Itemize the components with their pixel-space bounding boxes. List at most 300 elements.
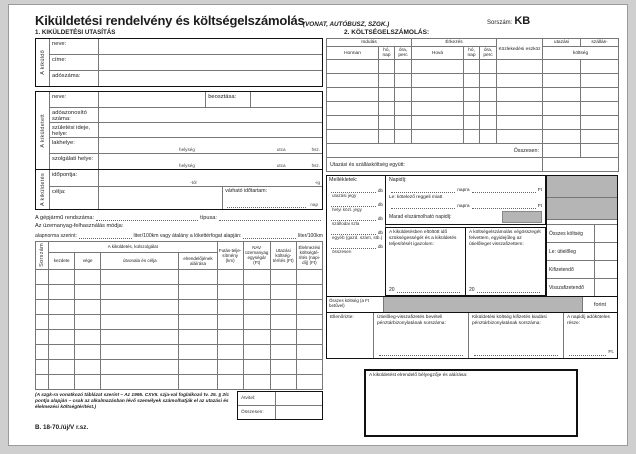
blank-row	[327, 88, 619, 102]
dotted-line	[472, 201, 536, 209]
blank-cell	[36, 344, 49, 359]
fuel-mode-label: Az üzemanyag-felhasználás módja:	[35, 223, 124, 229]
blank-cell	[395, 88, 412, 102]
dotted-line	[331, 199, 376, 207]
blank-cell	[49, 374, 75, 389]
travel-total-row	[327, 144, 619, 158]
blank-cell	[270, 329, 296, 344]
mission-purpose-label: célja:	[50, 187, 99, 209]
blank-cell	[75, 344, 101, 359]
blank-cell	[543, 102, 581, 116]
employee-rows	[50, 92, 322, 169]
per-diem-ft-label: Ft	[537, 204, 543, 210]
dotted-line	[331, 227, 376, 235]
travel-total-travel-cell	[543, 144, 581, 158]
employee-home-row	[50, 138, 322, 154]
mission-date-label: időpontja:	[50, 170, 99, 186]
dotted-line	[472, 185, 536, 193]
dotted-line	[79, 231, 132, 239]
per-diem-remains-label: Marad elszámolható napidíj:	[389, 214, 452, 220]
fuel-norm-label: alapnorma szerint:	[35, 233, 77, 239]
blank-cell	[49, 314, 75, 329]
travel-table-body	[327, 60, 619, 144]
attachment-count	[329, 199, 383, 207]
blank-cell	[270, 374, 296, 389]
blank-cell	[296, 269, 322, 284]
blank-cell	[217, 359, 243, 374]
blank-cell	[243, 344, 270, 359]
legal-footnote: (A szgk-ra vonatkozó táblázat szerint – Az 1995. CXVII. szja-val foglalkozó tv. 25. § 2/c pontja alapján – csak az alkalmazásban lévő személyek számolhatják el az utazási és élelmezési költségtérítést.)	[35, 392, 229, 410]
col-serial	[36, 242, 49, 270]
blank-cell	[543, 116, 581, 130]
unit-db: db	[377, 188, 383, 193]
summary-value-cell	[595, 261, 617, 278]
dotted-line	[331, 213, 376, 221]
blank-cell	[75, 299, 101, 314]
taxable-per-diem-cell	[564, 313, 617, 358]
fuel-mode-line	[35, 223, 323, 229]
checked-by-cell	[327, 313, 374, 358]
attachment-item	[329, 185, 383, 198]
employee-service-label: szolgálati helye:	[50, 154, 99, 169]
dotted-line	[477, 285, 540, 293]
blank-cell	[327, 74, 379, 88]
payment-receipt-cell	[469, 313, 564, 358]
blank-cell	[296, 299, 322, 314]
blank-cell	[36, 374, 49, 389]
certify-time-text: A kiküldetésben eltöltött idő szükségességét és a kiküldetés teljesítését igazolom:	[389, 230, 457, 248]
employee-sub	[36, 92, 322, 169]
blank-cell	[296, 344, 322, 359]
mission-date-field	[99, 170, 322, 186]
blank-cell	[101, 269, 179, 284]
ft-label: Ft.	[608, 350, 614, 356]
summary-label: Kifizetendő	[547, 261, 595, 278]
blank-cell	[36, 314, 49, 329]
hint-to: -ig	[314, 180, 320, 185]
taxable-per-diem-field	[567, 348, 614, 356]
summary-label: Le: útielőleg	[547, 243, 595, 260]
blank-cell	[217, 329, 243, 344]
per-diem-and-certify-column	[386, 176, 546, 296]
travel-cost-table	[326, 38, 619, 172]
blank-cell	[243, 359, 270, 374]
total-in-words-row	[326, 297, 618, 313]
blank-row	[327, 74, 619, 88]
year-prefix: 20	[469, 286, 475, 293]
employee-birth-field	[99, 123, 322, 137]
certify-received-box	[465, 227, 546, 296]
carry-row	[238, 392, 322, 406]
serial-label: Sorszám:	[487, 20, 513, 26]
blank-cell	[581, 88, 619, 102]
attachments-column	[327, 176, 386, 296]
blank-cell	[179, 359, 217, 374]
scanned-form-page	[8, 4, 628, 446]
col-group: A kiküldetés, külszolgálat	[49, 242, 218, 253]
summary-value-cell	[595, 225, 617, 242]
blank-cell	[179, 299, 217, 314]
employee-side-label-col	[36, 92, 50, 169]
blank-cell	[296, 329, 322, 344]
vehicle-plate-label: A gépjármű rendszáma:	[35, 215, 95, 221]
advance-receipt-cell	[374, 313, 469, 358]
certify-time-box	[385, 227, 466, 296]
forint-label: forint	[582, 297, 617, 312]
employee-position-field	[251, 92, 322, 107]
advance-receipt-field	[377, 348, 465, 356]
sender-block	[35, 38, 323, 87]
blank-cell	[497, 74, 543, 88]
checked-by-label: Ellenőrizte:	[330, 315, 354, 320]
travel-combined-value-cell	[543, 158, 619, 172]
mileage-table	[35, 241, 323, 390]
travel-table-totals	[327, 144, 619, 172]
attachment-item	[329, 199, 383, 212]
blank-row	[36, 344, 323, 359]
section-1-footer	[35, 391, 323, 420]
stamp-signature-label: A kiküldetést elrendelő bélyegzője és aláírása:	[369, 373, 468, 378]
sender-rows	[50, 39, 322, 86]
employee-birth-label: születési ideje, helye:	[50, 123, 99, 137]
blank-cell	[327, 130, 379, 144]
col-route: útvonala és célja	[101, 252, 179, 269]
blank-cell	[412, 130, 464, 144]
blank-cell	[75, 314, 101, 329]
section-2	[326, 29, 618, 437]
blank-cell	[581, 60, 619, 74]
employee-taxid-label: adóazonosító száma:	[50, 108, 99, 122]
blank-cell	[243, 269, 270, 284]
carry-value-cell	[276, 392, 322, 405]
blank-cell	[581, 130, 619, 144]
blank-cell	[480, 74, 497, 88]
blank-cell	[36, 284, 49, 299]
blank-cell	[480, 102, 497, 116]
col-month-day: hó, nap	[379, 47, 395, 60]
section-2-heading: 2. KÖLTSÉGELSZÁMOLÁS:	[344, 29, 430, 36]
blank-cell	[480, 88, 497, 102]
dotted-line	[391, 185, 455, 193]
blank-cell	[464, 88, 480, 102]
per-diem-remains-value-cell	[502, 211, 542, 223]
blank-cell	[49, 269, 75, 284]
attachment-count	[329, 227, 383, 235]
blank-cell	[379, 102, 395, 116]
col-cost: költség	[543, 47, 619, 60]
blank-cell	[179, 374, 217, 389]
blank-cell	[464, 130, 480, 144]
col-arrival: Érkezés	[412, 39, 497, 47]
hint-from: -tól	[190, 180, 197, 185]
employee-name-label: neve:	[50, 92, 99, 107]
attachment-name: utazási jegy	[332, 193, 357, 198]
mission-sub	[36, 169, 322, 209]
attachment-count	[329, 213, 383, 221]
sender-taxno-row	[50, 71, 322, 86]
blank-cell	[243, 329, 270, 344]
blank-cell	[270, 299, 296, 314]
serial-value: KB	[514, 15, 531, 27]
carry-label: Átvitel:	[238, 392, 276, 405]
per-diem-less-value-cell	[547, 198, 617, 220]
blank-cell	[217, 344, 243, 359]
fuel-norm-line	[35, 231, 323, 239]
col-serial-label: Sorszám	[39, 243, 46, 267]
blank-cell	[179, 344, 217, 359]
employee-taxid-row	[50, 108, 322, 123]
blank-cell	[480, 60, 497, 74]
employee-birth-row	[50, 123, 322, 138]
per-diem-heading: Napidíj:	[389, 177, 407, 183]
total-in-words-label: Összes költség (a Ft betűvel)	[327, 297, 384, 312]
dotted-line	[331, 241, 376, 249]
attachment-item	[329, 227, 383, 240]
blank-cell	[270, 359, 296, 374]
employee-home-label: lakhelye:	[50, 138, 99, 153]
stamp-signature-box	[364, 369, 578, 437]
attachment-name: egyéb (gazd. szám, stb.)	[332, 235, 383, 240]
employee-name-row	[50, 92, 322, 108]
summary-label: Összes költség	[547, 225, 595, 242]
mission-duration-label: várható időtartam:	[225, 188, 268, 194]
travel-combined-row	[327, 158, 619, 172]
employee-taxid-field	[99, 108, 322, 122]
blank-cell	[179, 269, 217, 284]
sender-taxno-field	[99, 71, 322, 86]
travel-total-label: Összesen:	[327, 144, 543, 158]
per-diem-ft-label: Ft	[537, 187, 543, 193]
form-number: B. 18-70./új/V r.sz.	[35, 423, 89, 431]
attachment-name: összesen	[332, 249, 352, 254]
employee-position-label: beosztása:	[205, 92, 251, 107]
blank-cell	[101, 344, 179, 359]
blank-cell	[101, 284, 179, 299]
blank-cell	[379, 116, 395, 130]
col-travel-cost: Utazási költség-térítés (Ft)	[270, 242, 296, 270]
carry-total-table	[237, 391, 323, 420]
blank-cell	[464, 116, 480, 130]
advance-receipt-label: Útielőleg-visszafizetés bevételi pénztárbizonylatának sorszáma:	[377, 315, 446, 326]
sender-name-label: neve:	[50, 39, 99, 54]
blank-cell	[379, 60, 395, 74]
blank-cell	[581, 116, 619, 130]
audit-row	[326, 313, 618, 359]
blank-cell	[296, 359, 322, 374]
blank-cell	[36, 269, 49, 284]
hint-place: helység	[179, 147, 195, 152]
blank-cell	[497, 60, 543, 74]
serial-number	[487, 15, 530, 27]
blank-cell	[270, 314, 296, 329]
mission-side-label: A kiküldetés	[39, 173, 46, 206]
blank-cell	[379, 74, 395, 88]
blank-row	[327, 130, 619, 144]
blank-cell	[49, 344, 75, 359]
certify-received-date-line	[469, 285, 542, 293]
travel-total-lodging-cell	[581, 144, 619, 158]
mission-purpose-row	[50, 187, 322, 209]
employee-service-row	[50, 154, 322, 169]
blank-cell	[395, 102, 412, 116]
blank-cell	[217, 284, 243, 299]
section-1-heading: 1. KIKÜLDETÉSI UTASÍTÁS	[35, 29, 116, 36]
blank-cell	[243, 314, 270, 329]
mission-side-label-col	[36, 170, 50, 209]
per-diem-less-line	[389, 201, 542, 209]
blank-cell	[36, 299, 49, 314]
col-travel: utazási	[543, 39, 581, 47]
total-row	[238, 406, 322, 419]
summary-row	[547, 225, 617, 243]
col-transport: Közlekedési eszköz	[497, 39, 543, 60]
dotted-line	[391, 201, 455, 209]
blank-cell	[480, 130, 497, 144]
mission-duration-field	[225, 200, 320, 208]
blank-cell	[49, 299, 75, 314]
blank-cell	[243, 299, 270, 314]
col-meal-cost: Élelmezési költségté-rítés (napi-díj) (Ft)	[296, 242, 322, 270]
per-diem-box	[385, 175, 546, 225]
blank-cell	[464, 102, 480, 116]
blank-row	[36, 314, 323, 329]
total-in-words-field	[384, 297, 582, 312]
blank-cell	[543, 88, 581, 102]
summary-value-cell	[595, 243, 617, 260]
sender-side-label-col	[36, 39, 50, 86]
dotted-line	[379, 348, 463, 356]
dotted-line	[397, 285, 460, 293]
mission-duration-cell	[222, 187, 322, 209]
employee-name-field	[99, 92, 205, 107]
blank-cell	[395, 130, 412, 144]
blank-cell	[379, 88, 395, 102]
attachment-name: szállodai szla	[332, 221, 360, 226]
blank-row	[36, 329, 323, 344]
mission-rows	[50, 170, 322, 209]
hint-place: helység	[179, 163, 195, 168]
blank-cell	[464, 60, 480, 74]
payment-receipt-field	[472, 348, 560, 356]
dotted-line	[331, 185, 376, 193]
blank-cell	[497, 88, 543, 102]
mission-purpose-field	[99, 187, 222, 209]
summary-rows	[547, 224, 617, 296]
hint-street: utca	[276, 163, 286, 168]
blank-cell	[243, 284, 270, 299]
sender-address-row	[50, 55, 322, 71]
sender-side-label: A kiküldő	[39, 50, 46, 75]
blank-cell	[101, 299, 179, 314]
year-prefix: 20	[389, 286, 395, 293]
blank-cell	[543, 60, 581, 74]
blank-cell	[379, 130, 395, 144]
settlement-block	[326, 175, 618, 297]
blank-cell	[49, 329, 75, 344]
col-km: Futás-telje-sítmény (km)	[217, 242, 243, 270]
attachment-item	[329, 213, 383, 226]
blank-row	[327, 102, 619, 116]
blank-cell	[101, 314, 179, 329]
blank-cell	[101, 329, 179, 344]
unit-db: db	[377, 230, 383, 235]
blank-cell	[296, 284, 322, 299]
col-hour-min: óra, perc	[395, 47, 412, 60]
blank-cell	[101, 359, 179, 374]
blank-cell	[217, 374, 243, 389]
certify-row	[386, 225, 546, 296]
blank-row	[36, 374, 323, 389]
blank-cell	[179, 314, 217, 329]
blank-cell	[327, 60, 379, 74]
mission-date-row	[50, 170, 322, 187]
blank-cell	[217, 314, 243, 329]
unit-db: db	[377, 216, 383, 221]
blank-cell	[75, 269, 101, 284]
blank-cell	[543, 74, 581, 88]
col-start: kezdete	[49, 252, 75, 269]
summary-value-cell	[595, 279, 617, 296]
dotted-line	[227, 200, 306, 208]
blank-cell	[101, 374, 179, 389]
col-hour-min: óra, perc	[480, 47, 497, 60]
travel-table-header	[327, 39, 619, 60]
summary-column	[546, 176, 617, 296]
blank-cell	[217, 299, 243, 314]
summary-label: Visszafizetendő	[547, 279, 595, 296]
total-value-cell	[276, 406, 322, 419]
attachment-name: helyi közl. jegy	[332, 207, 362, 212]
blank-cell	[395, 74, 412, 88]
blank-cell	[270, 269, 296, 284]
blank-row	[36, 359, 323, 374]
sender-taxno-label: adószáma:	[50, 71, 99, 86]
sender-address-field	[99, 55, 322, 70]
employee-home-field	[99, 138, 322, 153]
col-departure: Indulás	[327, 39, 412, 47]
attachment-item	[329, 241, 383, 254]
blank-cell	[270, 284, 296, 299]
section-1	[35, 29, 323, 431]
blank-cell	[243, 374, 270, 389]
per-diem-less-label: Le: kötelező reggeli miatt	[389, 194, 443, 200]
blank-cell	[179, 329, 217, 344]
vehicle-section	[35, 213, 323, 239]
blank-cell	[270, 344, 296, 359]
blank-cell	[543, 130, 581, 144]
blank-cell	[497, 102, 543, 116]
hint-street: utca	[276, 147, 286, 152]
blank-cell	[395, 116, 412, 130]
col-to: Hová	[412, 47, 464, 60]
blank-cell	[581, 102, 619, 116]
blank-cell	[480, 116, 497, 130]
blank-row	[36, 269, 323, 284]
blank-cell	[296, 314, 322, 329]
attachments-heading: Mellékletek:	[329, 177, 358, 183]
blank-cell	[412, 102, 464, 116]
blank-cell	[296, 374, 322, 389]
blank-row	[36, 284, 323, 299]
blank-row	[327, 116, 619, 130]
hint-house: hsz.	[311, 163, 320, 168]
blank-cell	[581, 74, 619, 88]
blank-cell	[327, 116, 379, 130]
dotted-line	[96, 213, 198, 221]
blank-row	[36, 299, 323, 314]
unit-db: db	[377, 202, 383, 207]
summary-row	[547, 243, 617, 261]
